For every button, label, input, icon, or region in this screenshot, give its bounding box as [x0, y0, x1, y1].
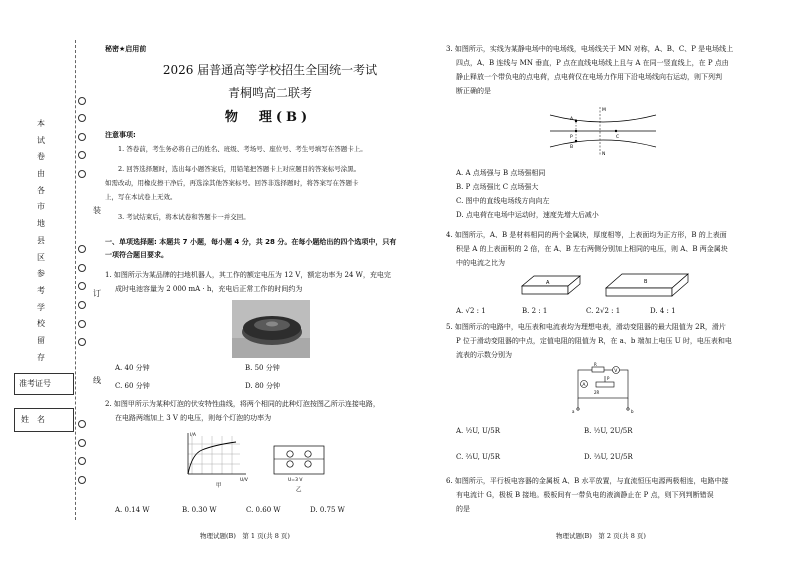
q5-line2: P 位于滑动变阻器的中点，定值电阻的阻值为 R，在 a、b 端加上电压 U 时，电压表和电: [456, 337, 732, 345]
metal-blocks-figure: [516, 272, 696, 302]
binding-line: [75, 40, 76, 520]
iv-curve-figure: [178, 430, 258, 488]
note-2-cont2: 上，写在本试卷上无效。: [105, 193, 177, 201]
subject-title: 物 理(B): [224, 110, 312, 125]
fig-jia-caption: 甲: [216, 483, 222, 488]
side-label-xian: 线: [93, 376, 101, 385]
note-2: 2. 回答选择题时，选出每小题答案后，用铅笔把答题卡上对应题目的答案标号涂黑。: [118, 165, 361, 173]
q4-choice-d[interactable]: D. 4 : 1: [650, 307, 676, 315]
svg-text:C: C: [616, 135, 620, 140]
binding-hole-circle: [78, 170, 86, 178]
section1-heading: 一、单项选择题: 本题共 7 小题，每小题 4 分，共 28 分。在每小题给出的四个选项中，只有: [105, 238, 397, 246]
q5-choice-d[interactable]: D. ⅔U, 2U/5R: [584, 453, 633, 461]
q3-choice-b[interactable]: B. P 点场强比 C 点场强大: [456, 183, 539, 191]
svg-text:M: M: [602, 108, 606, 113]
iv-xlabel: U/V: [240, 478, 248, 483]
name-box[interactable]: [14, 408, 74, 432]
q3-line4: 断正确的是: [456, 87, 491, 95]
q6-line1: 6. 如图所示，平行板电容器的金属板 A、B 水平放置，与直流恒压电源两极相连，电路中接: [446, 477, 729, 485]
q6-line2: 有电流计 G，极板 B 接地。极板间有一带负电的液滴静止在 P 点，则下列判断错误: [456, 491, 714, 499]
side-notice-char: 学: [37, 302, 45, 312]
note-3: 3. 考试结束后，将本试卷和答题卡一并交回。: [118, 213, 250, 221]
q3-choice-c[interactable]: C. 图中的直线电场线方向向左: [456, 197, 550, 205]
page-footer-left: 物理试题(B) 第 1 页(共 8 页): [200, 532, 290, 540]
exam-subtitle: 青桐鸣高二联考: [227, 86, 312, 100]
q2-line1: 2. 如图甲所示为某种灯泡的伏安特性曲线，将两个相同的此种灯泡按图乙所示连接电路，: [105, 400, 380, 408]
side-notice: [36, 118, 46, 368]
side-notice-char: 地: [37, 219, 45, 229]
q2-choice-a[interactable]: A. 0.14 W: [115, 506, 150, 514]
svg-text:A: A: [546, 280, 550, 286]
q2-choice-d[interactable]: D. 0.75 W: [310, 506, 345, 514]
q5-line3: 流表的示数分别为: [456, 351, 512, 359]
side-notice-char: 区: [37, 252, 45, 262]
q5-line1: 5. 如图所示的电路中，电压表和电流表均为理想电表，滑动变阻器的最大阻值为 2R，滑片: [446, 323, 726, 331]
binding-hole-circle: [78, 338, 86, 346]
svg-text:N: N: [602, 152, 606, 157]
binding-hole-circle: [78, 264, 86, 272]
q3-line1: 3. 如图所示，实线为某静电场中的电场线，电场线关于 MN 对称，A、B、C、P 是电场线上: [446, 45, 734, 53]
q5-choice-a[interactable]: A. ½U, U/5R: [456, 427, 500, 435]
section1-heading-cont: 一项符合题目要求。: [105, 251, 168, 259]
side-notice-char: 本: [37, 119, 45, 128]
q4-line2: 积是 A 的上表面积的 2 倍，在 A、B 左右两侧分别加上相同的电压，则 A、B 两金属块: [456, 245, 728, 253]
binding-hole-circle: [78, 282, 86, 290]
secret-label: 秘密★启用前: [105, 45, 147, 53]
svg-text:a: a: [572, 409, 575, 414]
side-notice-char: 县: [37, 235, 45, 245]
name-label: 姓 名: [21, 415, 45, 424]
binding-hole-circle: [78, 97, 86, 105]
side-notice-char: 校: [37, 319, 45, 329]
svg-text:R: R: [594, 362, 597, 367]
side-notice-char: 市: [37, 202, 45, 212]
binding-hole-circle: [78, 301, 86, 309]
exam-id-box[interactable]: [14, 373, 74, 395]
side-notice-char: 由: [37, 169, 45, 179]
svg-text:A: A: [570, 117, 574, 122]
svg-text:A: A: [582, 382, 586, 388]
q3-line2: 四点，A、B 连线与 MN 垂直，P 点在直线电场线上且与 A 在同一竖直线上，在 P 点由: [456, 59, 729, 67]
side-notice-char: 存: [37, 352, 45, 362]
svg-text:P: P: [570, 135, 573, 140]
note-2-cont: 如需改动，用橡皮擦干净后，再选涂其他答案标号。回答非选择题时，将答案写在答题卡: [105, 179, 359, 187]
iv-ylabel: I/A: [190, 433, 196, 438]
q3-choice-a[interactable]: A. A 点场强与 B 点场强相同: [456, 169, 546, 177]
q1-line1: 1. 如图所示为某品牌的扫地机器人，其工作的额定电压为 12 V，额定功率为 24 W，充电完: [105, 271, 391, 279]
svg-text:B: B: [570, 145, 574, 150]
side-notice-char: 各: [37, 185, 45, 195]
q1-choice-c[interactable]: C. 60 分钟: [115, 382, 150, 390]
field-line-figure: [548, 105, 658, 157]
q4-choice-b[interactable]: B. 2 : 1: [522, 307, 548, 315]
q3-choice-d[interactable]: D. 点电荷在电场中运动时，速度先增大后减小: [456, 211, 599, 219]
binding-hole-circle: [78, 133, 86, 141]
side-label-ding: 订: [93, 289, 101, 298]
svg-text:b: b: [631, 409, 634, 414]
side-notice-char: 卷: [37, 152, 45, 162]
q3-line3: 静止释放一个带负电的点电荷，点电荷仅在电场力作用下沿电场线向右运动，则下列判: [456, 73, 722, 81]
q1-choice-d[interactable]: D. 80 分钟: [245, 382, 280, 390]
side-notice-char: 参: [37, 269, 45, 279]
meter-circuit-figure: [570, 362, 640, 414]
svg-text:P: P: [607, 376, 610, 381]
exam-title: 2026 届普通高等学校招生全国统一考试: [162, 63, 378, 77]
side-label-zhuang: 装: [93, 206, 101, 215]
page-footer-right: 物理试题(B) 第 2 页(共 8 页): [556, 532, 646, 540]
side-notice-char: 考: [37, 285, 45, 295]
q4-choice-a[interactable]: A. √2 : 1: [456, 307, 486, 315]
binding-hole-circle: [78, 114, 86, 122]
q2-line2: 在电路两端加上 3 V 的电压，则每个灯泡的功率为: [115, 414, 272, 422]
svg-text:B: B: [644, 279, 648, 285]
q6-line3: 的是: [456, 505, 470, 513]
notes-heading: 注意事项:: [105, 131, 136, 139]
exam-id-label: 准考证号: [19, 379, 51, 388]
svg-text:V: V: [614, 368, 618, 374]
side-notice-char: 留: [37, 335, 45, 345]
circuit-voltage-label: U=3 V: [288, 478, 303, 483]
binding-hole-circle: [78, 320, 86, 328]
binding-hole-circle: [78, 439, 86, 447]
q4-choice-c[interactable]: C. 2√2 : 1: [586, 307, 621, 315]
q4-line1: 4. 如图所示，A、B 是材料相同的两个金属块，厚度相等，上表面均为正方形，B 的上表面: [446, 231, 727, 239]
binding-hole-circle: [78, 420, 86, 428]
svg-text:2R: 2R: [594, 390, 600, 395]
q2-choice-c[interactable]: C. 0.60 W: [246, 506, 281, 514]
robot-vacuum-photo: [232, 300, 310, 358]
side-notice-char: 试: [37, 135, 45, 145]
q1-choice-b[interactable]: B. 50 分钟: [245, 364, 280, 372]
binding-hole-circle: [78, 476, 86, 484]
q5-choice-b[interactable]: B. ½U, 2U/5R: [584, 427, 633, 435]
q1-line2: 成时电池容量为 2 000 mA · h，充电后正常工作的时间约为: [115, 285, 303, 293]
binding-hole-circle: [78, 151, 86, 159]
fig-yi-caption: 乙: [296, 487, 302, 492]
q5-choice-c[interactable]: C. ⅔U, U/5R: [456, 453, 501, 461]
q1-choice-a[interactable]: A. 40 分钟: [115, 364, 150, 372]
lamp-circuit-figure: [268, 440, 330, 492]
q4-line3: 中的电流之比为: [456, 259, 505, 267]
q2-choice-b[interactable]: B. 0.30 W: [182, 506, 217, 514]
binding-hole-circle: [78, 245, 86, 253]
note-1: 1. 答卷前，考生务必将自己的姓名、班级、考场号、座位号、考生号填写在答题卡上。: [118, 145, 367, 153]
binding-hole-circle: [78, 457, 86, 465]
